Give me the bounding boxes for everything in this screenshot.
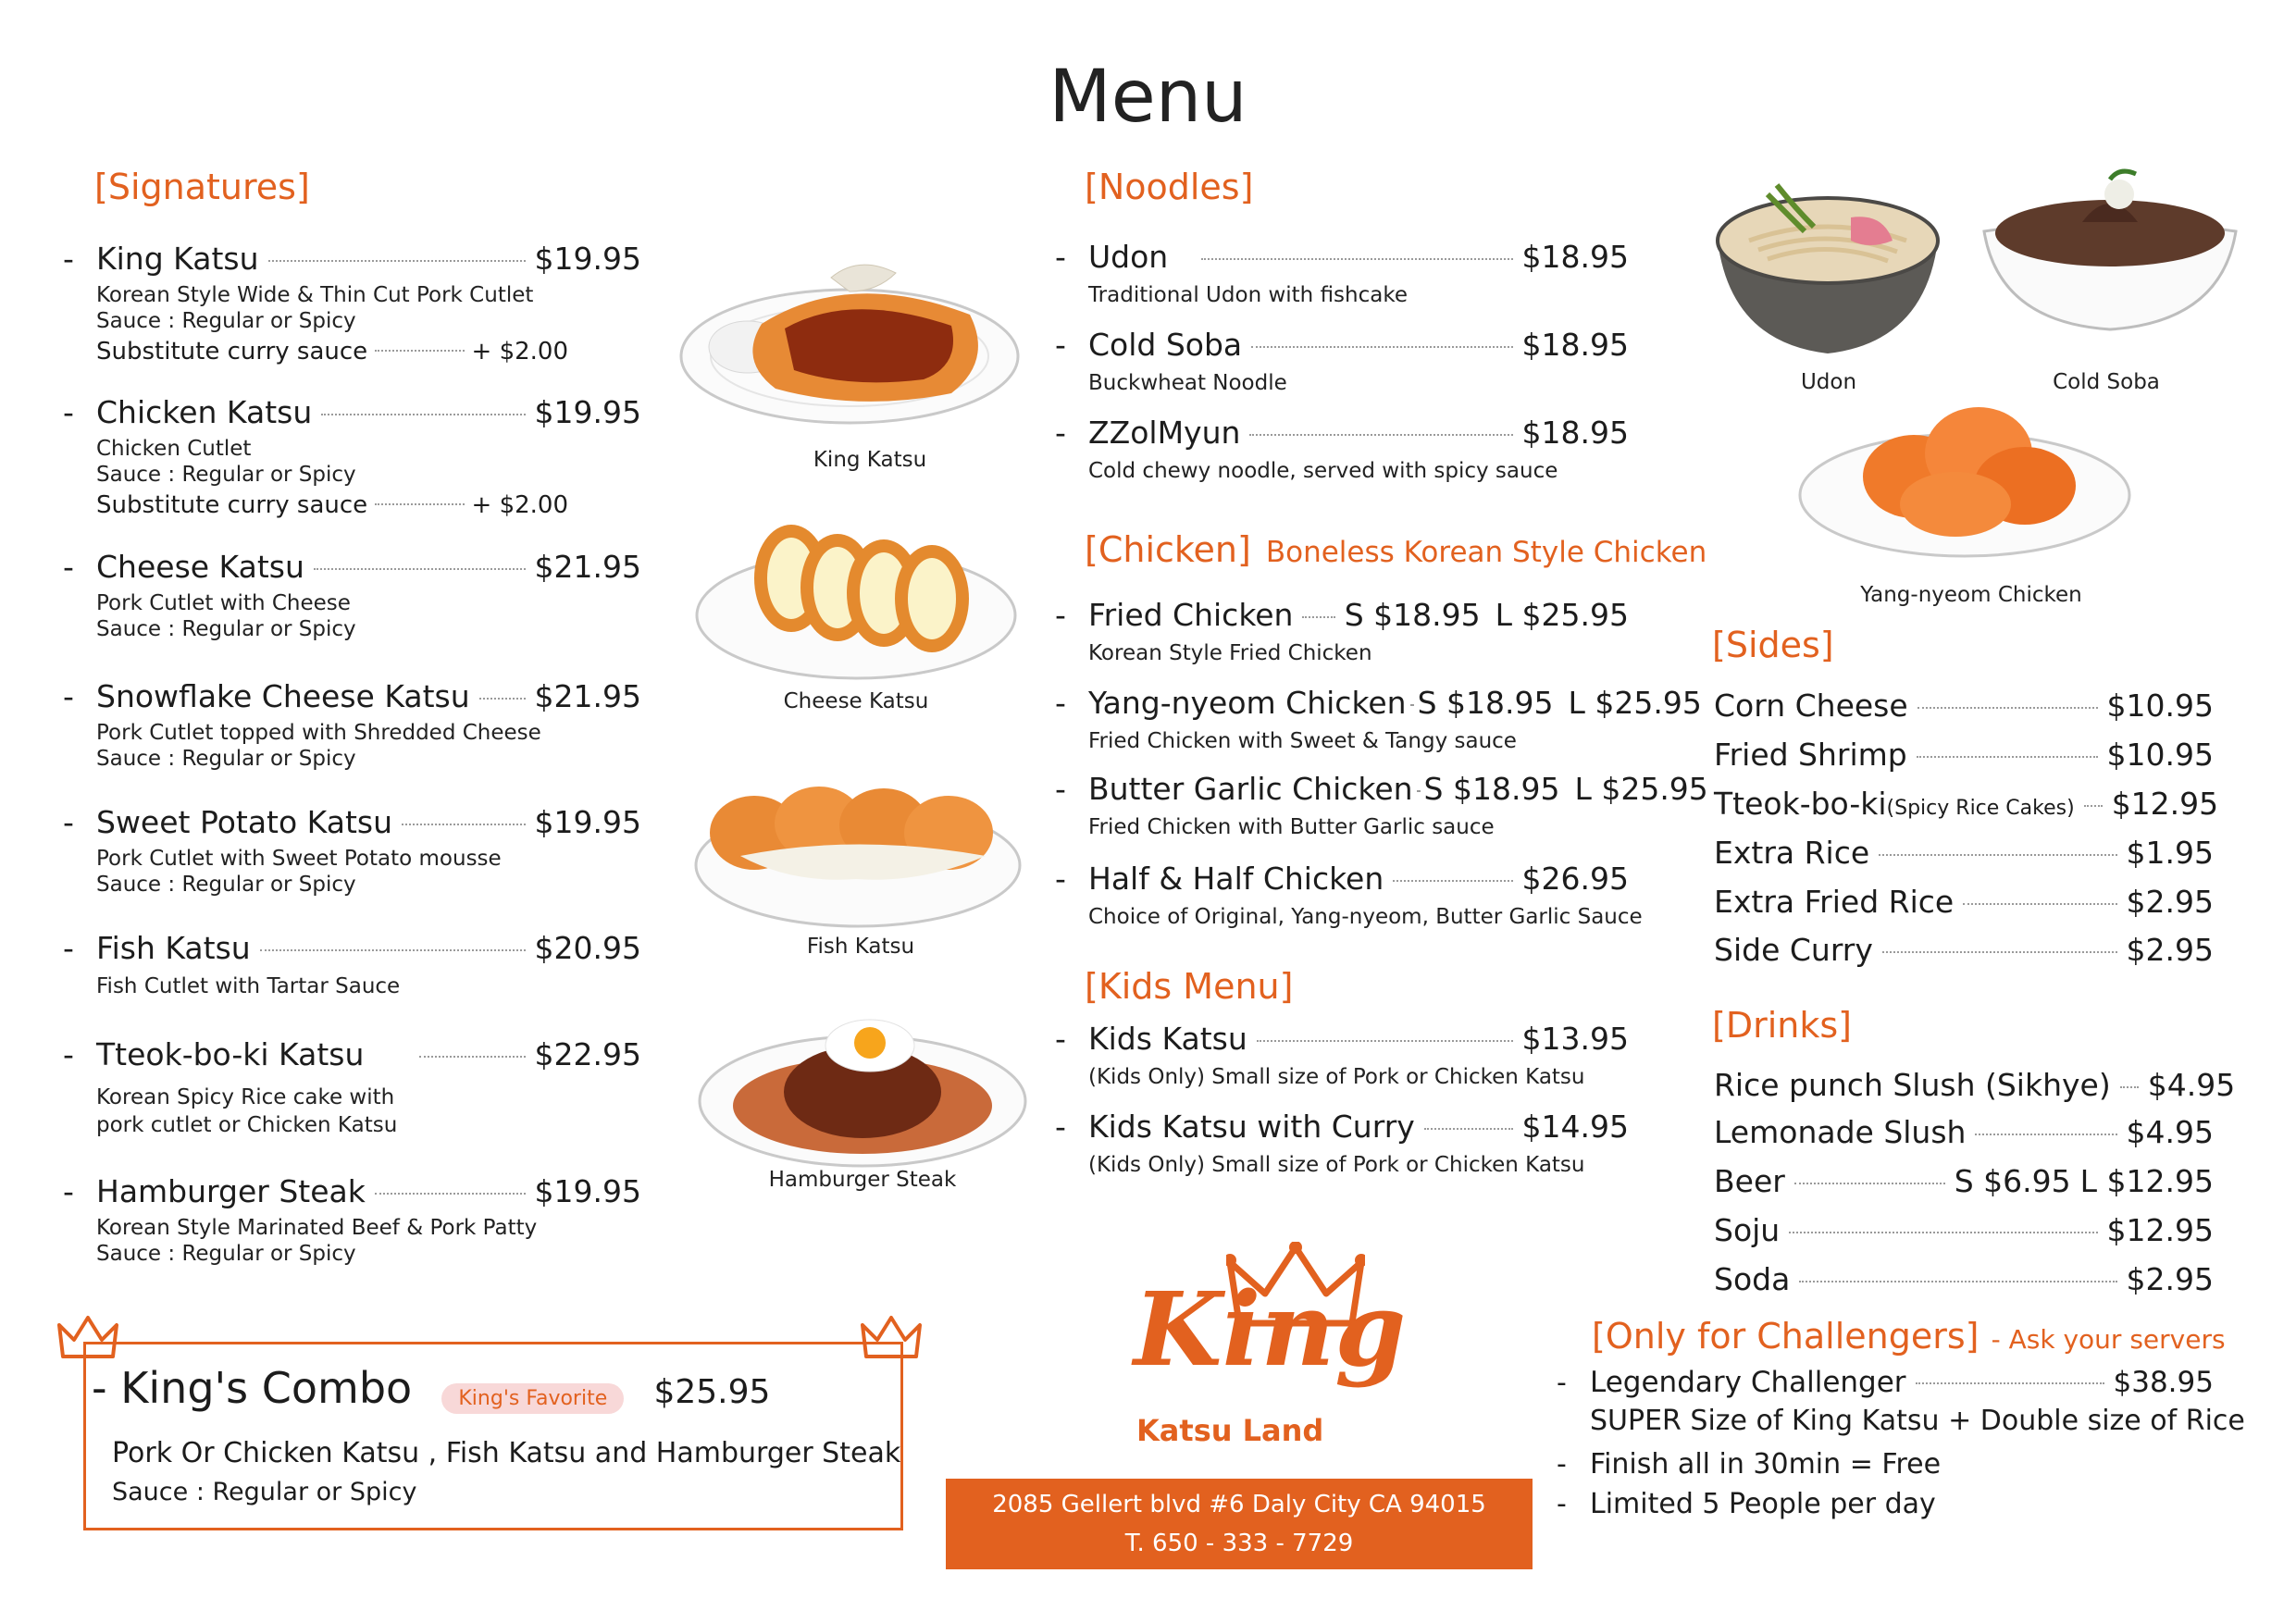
logo-katsu-land: Katsu Land — [1136, 1413, 1324, 1448]
menu-item-udon[interactable]: - Udon $18.95 Traditional Udon with fishcake — [1055, 239, 1629, 307]
sides-header: [Sides] — [1712, 625, 1834, 665]
side-item-extra-rice[interactable] — [1714, 835, 2214, 871]
combo-badge: King's Favorite — [441, 1383, 624, 1414]
item-name: Lemonade Slush — [1714, 1114, 1967, 1150]
substitute-price: + $2.00 — [471, 338, 568, 365]
menu-item-butter-garlic-chicken[interactable]: - Butter Garlic Chicken S $18.95 L $25.95 Fried Chicken with Butter Garlic sauce — [1055, 771, 1708, 839]
item-desc: Cold chewy noodle, served with spicy sauce — [1088, 459, 1558, 483]
challenge-rule: - Finish all in 30min = Free — [1557, 1448, 1942, 1481]
kings-combo-box[interactable] — [83, 1342, 903, 1530]
menu-item-fish-katsu[interactable]: - Fish Katsu $20.95 Fish Cutlet with Tartar Sauce — [63, 930, 641, 998]
address-bar — [946, 1479, 1533, 1569]
item-name: Kids Katsu with Curry — [1088, 1109, 1415, 1145]
item-desc: (Kids Only) Small size of Pork or Chicken Katsu — [1088, 1153, 1585, 1177]
item-desc: (Kids Only) Small size of Pork or Chicken Katsu — [1088, 1065, 1585, 1089]
item-desc: Sauce : Regular or Spicy — [96, 617, 356, 641]
menu-item-cheese-katsu[interactable]: - Cheese Katsu $21.95 Pork Cutlet with Cheese Sauce : Regular or Spicy — [63, 549, 641, 641]
item-price: $20.95 — [534, 930, 641, 966]
menu-item-fried-chicken[interactable]: - Fried Chicken S $18.95 L $25.95 Korean Style Fried Chicken — [1055, 597, 1629, 665]
item-price: $10.95 — [2106, 737, 2214, 773]
item-price: $2.95 — [2126, 932, 2214, 968]
crown-icon — [861, 1312, 922, 1364]
item-name: Tteok-bo-ki Katsu — [96, 1036, 365, 1072]
item-desc: pork cutlet or Chicken Katsu — [96, 1113, 398, 1137]
item-name: ZZolMyun — [1088, 415, 1241, 451]
item-name: Snowflake Cheese Katsu — [96, 678, 470, 714]
substitute-label: Substitute curry sauce — [96, 491, 368, 519]
item-price: $2.95 — [2126, 884, 2214, 920]
item-desc: Buckwheat Noodle — [1088, 371, 1287, 395]
item-price: $18.95 — [1521, 327, 1629, 363]
side-item-extra-fried-rice[interactable] — [1714, 884, 2214, 920]
challenge-item-legendary[interactable]: - Legendary Challenger $38.95 — [1557, 1366, 2214, 1399]
item-price: $12.95 — [2111, 786, 2219, 822]
hamburger-steak-illustration — [694, 1004, 1032, 1175]
item-price: $19.95 — [534, 804, 641, 840]
side-item-side-curry[interactable] — [1714, 932, 2214, 968]
side-item-fried-shrimp[interactable] — [1714, 737, 2214, 773]
combo-price: $25.95 — [653, 1373, 771, 1411]
price-small: S $18.95 — [1417, 685, 1554, 721]
item-name: Cheese Katsu — [96, 549, 304, 585]
challengers-header-row — [1592, 1316, 2226, 1357]
rule-text: Finish all in 30min = Free — [1590, 1448, 1942, 1481]
item-price: $22.95 — [534, 1036, 641, 1072]
item-desc: Sauce : Regular or Spicy — [96, 873, 356, 897]
cold-soba-illustration — [1980, 167, 2240, 333]
cold-soba-caption: Cold Soba — [2053, 370, 2160, 394]
combo-desc: Pork Or Chicken Katsu , Fish Katsu and Hamburger Steak — [112, 1437, 901, 1469]
drinks-header: [Drinks] — [1712, 1005, 1852, 1046]
menu-item-half-and-half-chicken[interactable]: - Half & Half Chicken $26.95 Choice of Original, Yang-nyeom, Butter Garlic Sauce — [1055, 861, 1647, 930]
cheese-katsu-caption: Cheese Katsu — [783, 689, 929, 713]
item-desc: Pork Cutlet with Sweet Potato mousse — [96, 847, 502, 871]
item-desc: Sauce : Regular or Spicy — [96, 747, 356, 771]
menu-item-zzolmyun[interactable]: - ZZolMyun $18.95 Cold chewy noodle, served with spicy sauce — [1055, 415, 1629, 483]
side-item-corn-cheese[interactable] — [1714, 688, 2214, 724]
item-name: Sweet Potato Katsu — [96, 804, 392, 840]
item-name: Chicken Katsu — [96, 394, 313, 430]
item-name: Corn Cheese — [1714, 688, 1908, 724]
chicken-title: [Chicken] — [1085, 529, 1251, 570]
item-desc: Fish Cutlet with Tartar Sauce — [96, 974, 401, 998]
phone-line: T. 650 - 333 - 7729 — [1124, 1530, 1354, 1557]
item-desc: Sauce : Regular or Spicy — [96, 463, 356, 487]
menu-item-king-katsu[interactable]: - King Katsu $19.95 Korean Style Wide & Thin Cut Pork Cutlet Sauce : Regular or Spicy Substitute curry sauce + $2.00 — [63, 241, 641, 365]
item-price: $13.95 — [1521, 1021, 1629, 1057]
menu-item-yangnyeom-chicken[interactable]: - Yang-nyeom Chicken S $18.95 L $25.95 Fried Chicken with Sweet & Tangy sauce — [1055, 685, 1702, 753]
item-desc: Sauce : Regular or Spicy — [96, 309, 356, 333]
rule-text: Limited 5 People per day — [1590, 1488, 1936, 1520]
item-name: Soda — [1714, 1261, 1791, 1297]
item-desc: Korean Style Marinated Beef & Pork Patty — [96, 1216, 538, 1240]
item-name: Udon — [1088, 239, 1169, 275]
item-name: Fried Shrimp — [1714, 737, 1907, 773]
item-name: Rice punch Slush (Sikhye) — [1714, 1067, 2111, 1103]
yangnyeom-chicken-caption: Yang-nyeom Chicken — [1860, 583, 2082, 607]
item-name: Half & Half Chicken — [1088, 861, 1384, 897]
menu-item-hamburger-steak[interactable]: - Hamburger Steak $19.95 Korean Style Marinated Beef & Pork Patty Sauce : Regular or Spicy — [63, 1173, 641, 1266]
challenge-desc: SUPER Size of King Katsu + Double size of Rice — [1590, 1405, 2245, 1437]
item-note: (Spicy Rice Cakes) — [1886, 797, 2075, 820]
drink-item-soju[interactable] — [1714, 1212, 2214, 1248]
price-large: L $25.95 — [1574, 771, 1708, 807]
item-name: Kids Katsu — [1088, 1021, 1247, 1057]
item-price: $2.95 — [2126, 1261, 2214, 1297]
item-desc: Korean Style Wide & Thin Cut Pork Cutlet — [96, 283, 534, 307]
drink-item-lemonade-slush[interactable] — [1714, 1114, 2214, 1150]
item-price: $18.95 — [1521, 415, 1629, 451]
item-price: $1.95 — [2126, 835, 2214, 871]
address-line: 2085 Gellert blvd #6 Daly City CA 94015 — [992, 1491, 1486, 1518]
item-name: Cold Soba — [1088, 327, 1243, 363]
item-desc: Pork Cutlet with Cheese — [96, 591, 351, 615]
challenge-rule: - Limited 5 People per day — [1557, 1488, 1936, 1520]
item-name: Butter Garlic Chicken — [1088, 771, 1413, 807]
udon-illustration — [1712, 176, 1943, 361]
item-desc: Fried Chicken with Butter Garlic sauce — [1088, 815, 1495, 839]
item-price: $4.95 — [2126, 1114, 2214, 1150]
item-desc: Korean Spicy Rice cake with — [96, 1085, 395, 1109]
kids-menu-header: [Kids Menu] — [1085, 966, 1294, 1007]
menu-item-kids-katsu-with-curry[interactable]: - Kids Katsu with Curry $14.95 (Kids Only) Small size of Pork or Chicken Katsu — [1055, 1109, 1629, 1177]
item-price: $21.95 — [534, 549, 641, 585]
item-price: $12.95 — [2106, 1212, 2214, 1248]
item-price: $10.95 — [2106, 688, 2214, 724]
combo-title: King's Combo — [120, 1363, 413, 1413]
menu-item-snowflake-cheese-katsu[interactable]: - Snowflake Cheese Katsu $21.95 Pork Cutlet topped with Shredded Cheese Sauce : Regular or Spicy — [63, 678, 641, 771]
hamburger-steak-caption: Hamburger Steak — [768, 1168, 957, 1192]
chicken-header — [1085, 529, 1706, 570]
challengers-header: [Only for Challengers] — [1592, 1316, 1980, 1357]
signatures-header: [Signatures] — [94, 167, 310, 207]
item-name: Extra Rice — [1714, 835, 1870, 871]
item-name: Beer — [1714, 1163, 1785, 1199]
item-name: Hamburger Steak — [96, 1173, 366, 1209]
item-price: $14.95 — [1521, 1109, 1629, 1145]
price-large: L $12.95 — [2079, 1163, 2214, 1199]
item-desc: Pork Cutlet topped with Shredded Cheese — [96, 721, 541, 745]
fish-katsu-caption: Fish Katsu — [806, 935, 915, 959]
item-price: $26.95 — [1521, 861, 1629, 897]
page-title: Menu — [1049, 56, 1247, 139]
item-name: King Katsu — [96, 241, 259, 277]
price-large: L $25.95 — [1568, 685, 1702, 721]
menu-item-chicken-katsu[interactable]: - Chicken Katsu $19.95 Chicken Cutlet Sauce : Regular or Spicy Substitute curry sauce + $2.00 — [63, 394, 641, 519]
substitute-price: + $2.00 — [471, 491, 568, 519]
drink-item-soda[interactable] — [1714, 1261, 2214, 1297]
item-name: Soju — [1714, 1212, 1781, 1248]
item-name: Side Curry — [1714, 932, 1873, 968]
menu-item-kids-katsu[interactable]: - Kids Katsu $13.95 (Kids Only) Small size of Pork or Chicken Katsu — [1055, 1021, 1629, 1089]
item-desc: Sauce : Regular or Spicy — [96, 1242, 356, 1266]
item-name: Extra Fried Rice — [1714, 884, 1955, 920]
menu-item-cold-soba[interactable]: - Cold Soba $18.95 Buckwheat Noodle — [1055, 327, 1629, 395]
logo-king: King — [1134, 1270, 1407, 1389]
item-desc: Fried Chicken with Sweet & Tangy sauce — [1088, 729, 1517, 753]
item-name: Fish Katsu — [96, 930, 251, 966]
item-name: Tteok-bo-ki — [1714, 786, 1887, 822]
item-price: $18.95 — [1521, 239, 1629, 275]
cheese-katsu-illustration — [689, 514, 1023, 689]
king-katsu-caption: King Katsu — [813, 448, 927, 472]
item-desc: Choice of Original, Yang-nyeom, Butter Garlic Sauce — [1088, 905, 1643, 929]
side-item-tteokboki[interactable] — [1714, 786, 2219, 822]
price-large: L $25.95 — [1495, 597, 1629, 633]
drink-item-beer[interactable] — [1714, 1163, 2214, 1199]
item-desc: Korean Style Fried Chicken — [1088, 641, 1372, 665]
menu-item-tteokboki-katsu[interactable]: - Tteok-bo-ki Katsu $22.95 Korean Spicy Rice cake with pork cutlet or Chicken Katsu — [63, 1036, 641, 1137]
king-katsu-illustration — [674, 250, 1025, 435]
combo-title-row: - King's Combo King's Favorite $25.95 — [92, 1363, 771, 1413]
chicken-subtitle: Boneless Korean Style Chicken — [1265, 536, 1707, 569]
item-price: $38.95 — [2113, 1366, 2214, 1399]
yangnyeom-chicken-illustration — [1793, 389, 2136, 564]
challengers-note: - Ask your servers — [1991, 1324, 2226, 1355]
crown-icon — [57, 1312, 118, 1364]
price-small: S $18.95 — [1344, 597, 1481, 633]
price-small: S $6.95 — [1954, 1163, 2071, 1199]
udon-caption: Udon — [1800, 370, 1857, 394]
fish-katsu-illustration — [689, 768, 1027, 935]
drink-item-rice-punch-slush[interactable] — [1714, 1067, 2236, 1103]
menu-item-sweet-potato-katsu[interactable]: - Sweet Potato Katsu $19.95 Pork Cutlet with Sweet Potato mousse Sauce : Regular or Spicy — [63, 804, 641, 897]
item-name: Fried Chicken — [1088, 597, 1294, 633]
item-price: $4.95 — [2147, 1067, 2236, 1103]
item-desc: Traditional Udon with fishcake — [1088, 283, 1408, 307]
item-desc: Chicken Cutlet — [96, 437, 252, 461]
item-price: $21.95 — [534, 678, 641, 714]
noodles-header: [Noodles] — [1085, 167, 1254, 207]
substitute-label: Substitute curry sauce — [96, 338, 368, 365]
item-name: Legendary Challenger — [1590, 1366, 1906, 1399]
item-name: Yang-nyeom Chicken — [1088, 685, 1407, 721]
combo-sauce: Sauce : Regular or Spicy — [112, 1478, 417, 1506]
item-price: $19.95 — [534, 394, 641, 430]
item-price: $19.95 — [534, 241, 641, 277]
item-price: $19.95 — [534, 1173, 641, 1209]
price-small: S $18.95 — [1423, 771, 1560, 807]
